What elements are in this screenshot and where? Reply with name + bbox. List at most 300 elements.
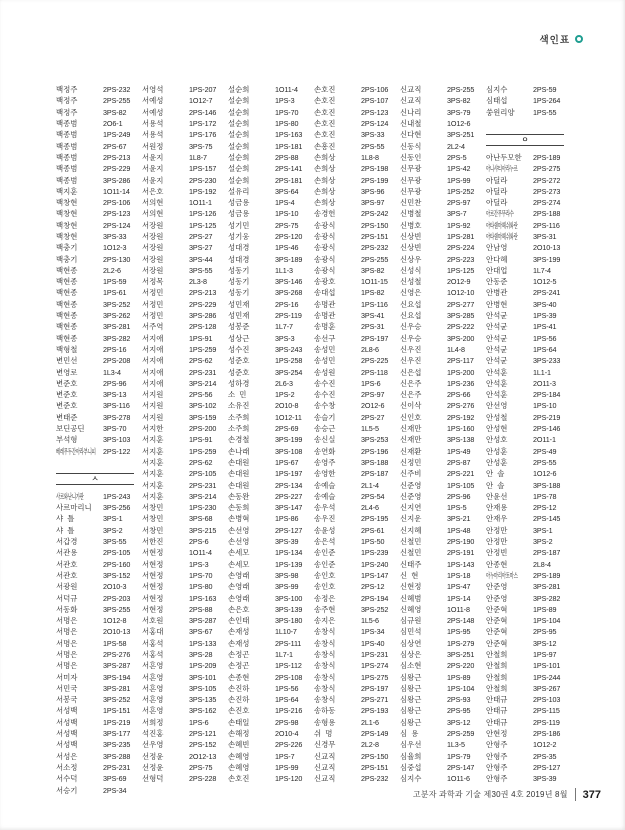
author-name: 신재만 — [400, 435, 422, 445]
author-name: 서창민 — [142, 525, 164, 535]
page-number: 377 — [582, 788, 601, 801]
presentation-code: 1PS-6 — [361, 378, 381, 388]
index-entry — [486, 321, 572, 332]
author-name: 아르간무뚜라수 — [486, 209, 514, 219]
author-name: 안석훈 — [486, 390, 508, 400]
presentation-code: 3PS-281 — [103, 683, 131, 693]
index-entry — [56, 502, 142, 513]
presentation-code: 1PS-42 — [447, 164, 471, 174]
presentation-code: 3PS-177 — [103, 729, 131, 739]
author-name: 서민국 — [56, 683, 78, 693]
index-column-1 — [56, 84, 142, 795]
index-entry — [486, 762, 572, 773]
presentation-code: 3PS-287 — [103, 661, 131, 671]
index-entry — [314, 762, 400, 773]
author-name: 신은주 — [400, 390, 422, 400]
author-name: 신다현 — [400, 130, 422, 140]
presentation-code: 3PS-41 — [361, 311, 385, 321]
index-entry — [56, 231, 142, 242]
index-entry — [56, 310, 142, 321]
presentation-code: 1PS-6 — [189, 717, 209, 727]
index-entry — [314, 400, 400, 411]
presentation-code: 2PS-97 — [361, 390, 385, 400]
presentation-code: 2PS-200 — [189, 424, 217, 434]
presentation-code: 2O10-13 — [533, 243, 561, 253]
presentation-code: 2PS-273 — [533, 186, 561, 196]
index-entry — [400, 671, 486, 682]
index-entry — [142, 434, 228, 445]
presentation-code: 2PS-160 — [103, 559, 131, 569]
presentation-code: 1O12-2 — [533, 740, 557, 750]
index-entry — [228, 581, 314, 592]
index-entry — [142, 152, 228, 163]
index-entry — [486, 479, 572, 490]
index-entry — [142, 174, 228, 185]
presentation-code: 3PS-103 — [103, 435, 131, 445]
presentation-code: 3PS-286 — [103, 175, 131, 185]
presentation-code: 2PS-127 — [533, 762, 561, 772]
presentation-code: 1PS-10 — [533, 401, 557, 411]
index-entry — [314, 457, 400, 468]
index-entry — [142, 129, 228, 140]
author-name: 송슬기 — [314, 412, 336, 422]
index-entry — [142, 389, 228, 400]
index-entry — [228, 355, 314, 366]
index-entry — [228, 434, 314, 445]
presentation-code: 1L7-1 — [275, 649, 293, 659]
presentation-code: 1PS-79 — [447, 751, 471, 761]
author-name: 서동화 — [56, 604, 78, 614]
author-name: 손대원 — [228, 480, 250, 490]
presentation-code: 1PS-181 — [275, 141, 303, 151]
author-name: 백정주 — [56, 85, 78, 95]
presentation-code: 2PS-222 — [447, 322, 475, 332]
author-name: 안선영 — [486, 401, 508, 411]
presentation-code: 1PS-176 — [189, 130, 217, 140]
author-name: 안성훈 — [486, 446, 508, 456]
index-entry — [228, 626, 314, 637]
author-name: 신재만 — [400, 424, 422, 434]
author-name: 손영래 — [228, 593, 250, 603]
presentation-code: 2PS-223 — [447, 254, 475, 264]
index-entry — [400, 152, 486, 163]
author-name: 심왕근 — [400, 717, 422, 727]
presentation-code: 3PS-55 — [103, 537, 127, 547]
presentation-code: 3PS-215 — [189, 525, 217, 535]
presentation-code: 2PS-146 — [533, 424, 561, 434]
index-entry — [56, 525, 142, 536]
index-entry — [228, 310, 314, 321]
index-entry — [142, 536, 228, 547]
author-name: 신준영 — [400, 480, 422, 490]
presentation-code: 2PS-276 — [447, 401, 475, 411]
author-name: 백정주 — [56, 107, 78, 117]
index-entry — [486, 434, 572, 445]
index-entry — [228, 739, 314, 750]
index-entry — [400, 400, 486, 411]
index-entry — [314, 638, 400, 649]
author-name: 신우진 — [400, 344, 422, 354]
presentation-code: 2PS-195 — [361, 514, 389, 524]
index-entry — [56, 95, 142, 106]
index-entry — [486, 468, 572, 479]
presentation-code: 2O6-1 — [103, 119, 123, 129]
author-name: 서은호 — [142, 186, 164, 196]
index-entry — [228, 547, 314, 558]
presentation-code: 2PS-186 — [533, 729, 561, 739]
presentation-code: 2PS-31 — [361, 322, 385, 332]
presentation-code: 2O10-3 — [103, 582, 127, 592]
index-entry — [228, 253, 314, 264]
presentation-code: 3PS-146 — [275, 277, 303, 287]
presentation-code: 1PS-89 — [447, 672, 471, 682]
index-entry — [228, 186, 314, 197]
presentation-code: 2PS-122 — [103, 446, 131, 456]
presentation-code: 3PS-99 — [275, 582, 299, 592]
presentation-code: 3PS-7 — [447, 209, 467, 219]
presentation-code: 2PS-227 — [275, 491, 303, 501]
index-entry — [228, 197, 314, 208]
index-entry — [486, 253, 572, 264]
presentation-code: 2O10-4 — [275, 729, 299, 739]
index-entry — [400, 638, 486, 649]
author-name: 성기민 — [228, 220, 250, 230]
index-entry — [400, 739, 486, 750]
presentation-code: 2O11-3 — [533, 378, 556, 388]
author-name: 아난두모한 — [486, 152, 522, 162]
index-entry — [486, 570, 572, 581]
author-name: 송성원 — [314, 367, 336, 377]
index-entry — [486, 333, 572, 344]
index-entry — [56, 626, 142, 637]
presentation-code: 2PS-276 — [103, 649, 131, 659]
author-name: 손흥진 — [314, 141, 336, 151]
index-entry — [228, 479, 314, 490]
index-entry — [56, 558, 142, 569]
index-entry — [314, 581, 400, 592]
presentation-code: 3PS-200 — [447, 333, 475, 343]
author-name: 서지애 — [142, 356, 164, 366]
index-entry — [228, 400, 314, 411]
index-entry — [56, 705, 142, 716]
index-entry — [142, 479, 228, 490]
author-name: 손호진 — [314, 107, 336, 117]
index-entry — [228, 638, 314, 649]
author-name: 설순희 — [228, 96, 250, 106]
author-name: 손혜빈 — [228, 740, 250, 750]
author-name: 서윤지 — [142, 164, 164, 174]
presentation-code: 1O11-8 — [447, 604, 470, 614]
author-name: 손병혁 — [228, 514, 250, 524]
presentation-code: 1O11-6 — [447, 774, 470, 784]
author-name: 손호진 — [314, 85, 336, 95]
author-name: 서갑경 — [56, 537, 78, 547]
presentation-code: 3PS-98 — [275, 570, 299, 580]
author-name: 성금용 — [228, 198, 250, 208]
presentation-code: 1O11-4 — [275, 85, 298, 95]
author-name: 서지원 — [142, 401, 164, 411]
presentation-code: 2PS-187 — [533, 548, 561, 558]
index-entry — [56, 276, 142, 287]
author-name: 안태규 — [486, 695, 508, 705]
presentation-code: 2L1-6 — [361, 717, 379, 727]
presentation-code: 1PS-264 — [533, 96, 561, 106]
index-entry — [56, 638, 142, 649]
index-entry — [228, 491, 314, 502]
author-name: 심규원 — [400, 616, 422, 626]
presentation-code: 3PS-251 — [447, 649, 475, 659]
author-name: 신무광 — [400, 175, 422, 185]
presentation-code: 2PS-190 — [447, 537, 475, 547]
presentation-code: 3PS-1 — [103, 514, 123, 524]
author-name: 백형철 — [56, 344, 78, 354]
presentation-code: 1O11-1 — [189, 198, 212, 208]
section-divider — [486, 129, 564, 152]
presentation-code: 2PS-124 — [103, 220, 131, 230]
presentation-code: 1PS-64 — [533, 344, 557, 354]
author-name: 손정곤 — [228, 661, 250, 671]
presentation-code: 3PS-97 — [361, 198, 385, 208]
index-entry — [228, 558, 314, 569]
author-name: 안준영 — [486, 593, 508, 603]
index-entry — [142, 355, 228, 366]
presentation-code: 3PS-69 — [103, 774, 127, 784]
author-name: 안병현 — [486, 299, 508, 309]
presentation-code: 3PS-256 — [103, 503, 131, 513]
presentation-code: 2PS-198 — [361, 164, 389, 174]
index-entry — [400, 95, 486, 106]
author-name: 안남영 — [486, 243, 508, 253]
author-name: 손정곤 — [228, 649, 250, 659]
author-name: 백현종 — [56, 311, 78, 321]
presentation-code: 3PS-189 — [275, 254, 303, 264]
presentation-code: 2PS-213 — [189, 288, 217, 298]
index-entry — [400, 118, 486, 129]
author-name: 백창현 — [56, 198, 78, 208]
presentation-code: 2PS-213 — [103, 152, 131, 162]
index-entry — [228, 717, 314, 728]
presentation-code: 1PS-134 — [275, 548, 303, 558]
index-entry — [314, 186, 400, 197]
author-name: 안 솔 — [486, 480, 505, 490]
presentation-code: 2PS-231 — [189, 480, 217, 490]
index-entry — [314, 558, 400, 569]
author-name: 안윤선 — [486, 491, 508, 501]
index-entry — [228, 366, 314, 377]
index-entry — [314, 299, 400, 310]
presentation-code: 2PS-34 — [103, 785, 127, 795]
presentation-code: 1PS-216 — [275, 706, 303, 716]
presentation-code: 2PS-259 — [447, 729, 475, 739]
author-name: 송우석 — [314, 503, 336, 513]
index-entry — [142, 378, 228, 389]
presentation-code: 1O11-15 — [361, 277, 388, 287]
index-entry — [400, 366, 486, 377]
author-name: 서의현 — [142, 198, 164, 208]
presentation-code: 1PS-147 — [361, 570, 389, 580]
index-entry — [400, 129, 486, 140]
presentation-code: 2PS-117 — [447, 356, 474, 366]
index-entry — [486, 186, 572, 197]
presentation-code: 2PS-75 — [275, 220, 299, 230]
index-entry — [314, 276, 400, 287]
presentation-code: 2PS-130 — [103, 254, 131, 264]
author-name: 서장원 — [142, 220, 164, 230]
presentation-code: 2L8-4 — [533, 559, 551, 569]
author-name: 신우승 — [400, 322, 422, 332]
index-entry — [228, 728, 314, 739]
presentation-code: 1PS-82 — [361, 288, 385, 298]
index-entry — [486, 513, 572, 524]
presentation-code: 1PS-192 — [189, 186, 217, 196]
author-name: 서승기 — [56, 785, 78, 795]
index-entry — [486, 400, 572, 411]
index-entry — [314, 355, 400, 366]
index-entry — [142, 140, 228, 151]
author-name: 손세모 — [228, 559, 250, 569]
page-title: 색인표 — [539, 35, 570, 46]
presentation-code: 1PS-143 — [447, 559, 475, 569]
presentation-code: 1O12-11 — [275, 412, 302, 422]
author-name: 안정만 — [486, 537, 508, 547]
presentation-code: 3PS-39 — [533, 774, 557, 784]
presentation-code: 2O12-9 — [447, 277, 471, 287]
author-name: 서지훈 — [142, 469, 164, 479]
presentation-code: 1PS-259 — [189, 344, 217, 354]
presentation-code: 2PS-115 — [533, 706, 560, 716]
page-footer — [413, 788, 601, 801]
presentation-code: 2PS-147 — [447, 762, 475, 772]
presentation-code: 1PS-34 — [361, 627, 385, 637]
index-entry — [314, 513, 400, 524]
presentation-code: 1PS-61 — [103, 288, 127, 298]
presentation-code: 3PS-13 — [103, 390, 127, 400]
author-name: 서용석 — [142, 119, 164, 129]
index-entry — [314, 163, 400, 174]
index-entry — [56, 163, 142, 174]
author-name: 신현정 — [400, 582, 422, 592]
index-entry — [314, 592, 400, 603]
author-name: 성기웅 — [228, 232, 250, 241]
presentation-code: 2L4-6 — [361, 503, 379, 513]
author-name: 송광호 — [314, 277, 336, 287]
author-name: 백현종 — [56, 288, 78, 298]
presentation-code: 2PS-219 — [533, 412, 561, 422]
presentation-code: 1PS-207 — [189, 85, 217, 95]
index-entry — [314, 671, 400, 682]
presentation-code: 3PS-214 — [189, 491, 217, 501]
author-name: 손세모 — [228, 548, 250, 558]
presentation-code: 2PS-271 — [361, 695, 389, 705]
presentation-code: 1O11-14 — [103, 186, 130, 196]
author-name: 안철희 — [486, 649, 508, 659]
index-entry — [486, 412, 572, 423]
index-entry — [142, 333, 228, 344]
index-entry — [56, 186, 142, 197]
author-name: 서명은 — [56, 661, 78, 671]
presentation-code: 2PS-255 — [103, 96, 131, 106]
index-entry — [400, 84, 486, 95]
author-name: 쉬 멍 — [314, 729, 333, 739]
section-letter: ㅅ — [91, 474, 99, 484]
presentation-code: 2PS-108 — [275, 672, 303, 682]
index-entry — [400, 694, 486, 705]
presentation-code: 1PS-5 — [447, 503, 467, 513]
author-name: 안석균 — [486, 344, 508, 354]
author-name: 서현정 — [142, 548, 164, 558]
index-entry — [228, 762, 314, 773]
author-name: 안석훈 — [486, 378, 508, 388]
presentation-code: 3PS-235 — [103, 740, 131, 750]
author-name: 신정민 — [400, 457, 422, 467]
presentation-code: 3PS-12 — [533, 638, 557, 648]
index-entry — [142, 299, 228, 310]
author-name: 백종범 — [56, 164, 78, 174]
index-entry — [228, 615, 314, 626]
author-name: 심왕근 — [400, 706, 422, 716]
index-entry — [400, 660, 486, 671]
index-entry — [56, 581, 142, 592]
index-entry — [486, 694, 572, 705]
presentation-code: 2PS-54 — [361, 491, 385, 501]
presentation-code: 1PS-275 — [361, 672, 389, 682]
presentation-code: 3PS-39 — [275, 537, 299, 547]
presentation-code: 2PS-105 — [103, 548, 131, 558]
presentation-code: 2PS-75 — [189, 762, 213, 772]
presentation-code: 1PS-49 — [447, 446, 471, 456]
author-name: 신성식 — [400, 265, 422, 275]
presentation-code: 2PS-6 — [189, 537, 209, 547]
presentation-code: 2O12-13 — [189, 751, 217, 761]
presentation-code: 1PS-120 — [275, 774, 303, 784]
index-entry — [142, 717, 228, 728]
index-entry — [142, 638, 228, 649]
presentation-code: 1PS-231 — [361, 649, 389, 659]
author-name: 설유리 — [228, 186, 250, 196]
presentation-code: 1PS-172 — [189, 119, 217, 129]
author-name: 소주희 — [228, 412, 250, 422]
index-entry — [56, 660, 142, 671]
presentation-code: 3PS-3 — [275, 333, 295, 343]
index-entry — [142, 570, 228, 581]
author-name: 신 현 — [400, 570, 419, 580]
author-name: 보딘공딘 — [56, 424, 85, 434]
author-name: 손해정 — [228, 729, 250, 739]
index-entry — [486, 638, 572, 649]
presentation-code: 2PS-12 — [533, 503, 557, 513]
presentation-code: 2PS-118 — [361, 367, 388, 377]
author-name: 안형주 — [486, 740, 508, 750]
author-name: 안태규 — [486, 717, 508, 727]
author-name: 서광원 — [56, 582, 78, 592]
presentation-code: 3PS-105 — [189, 683, 217, 693]
author-name: 안성현 — [486, 424, 508, 434]
author-name: 송인호 — [314, 570, 336, 580]
index-entry — [228, 525, 314, 536]
author-name: 손대원 — [228, 457, 250, 467]
presentation-code: 2PS-59 — [533, 85, 557, 95]
author-name: 서지애 — [142, 367, 164, 377]
presentation-code: 2PS-116 — [533, 220, 560, 230]
index-entry — [56, 446, 142, 457]
presentation-code: 3PS-253 — [361, 435, 389, 445]
author-name: 성금용 — [228, 209, 250, 219]
index-entry — [228, 107, 314, 118]
author-name: 송수진 — [314, 378, 336, 388]
author-name: 심왕근 — [400, 672, 422, 682]
index-entry — [56, 536, 142, 547]
presentation-code: 1PS-160 — [447, 424, 475, 434]
